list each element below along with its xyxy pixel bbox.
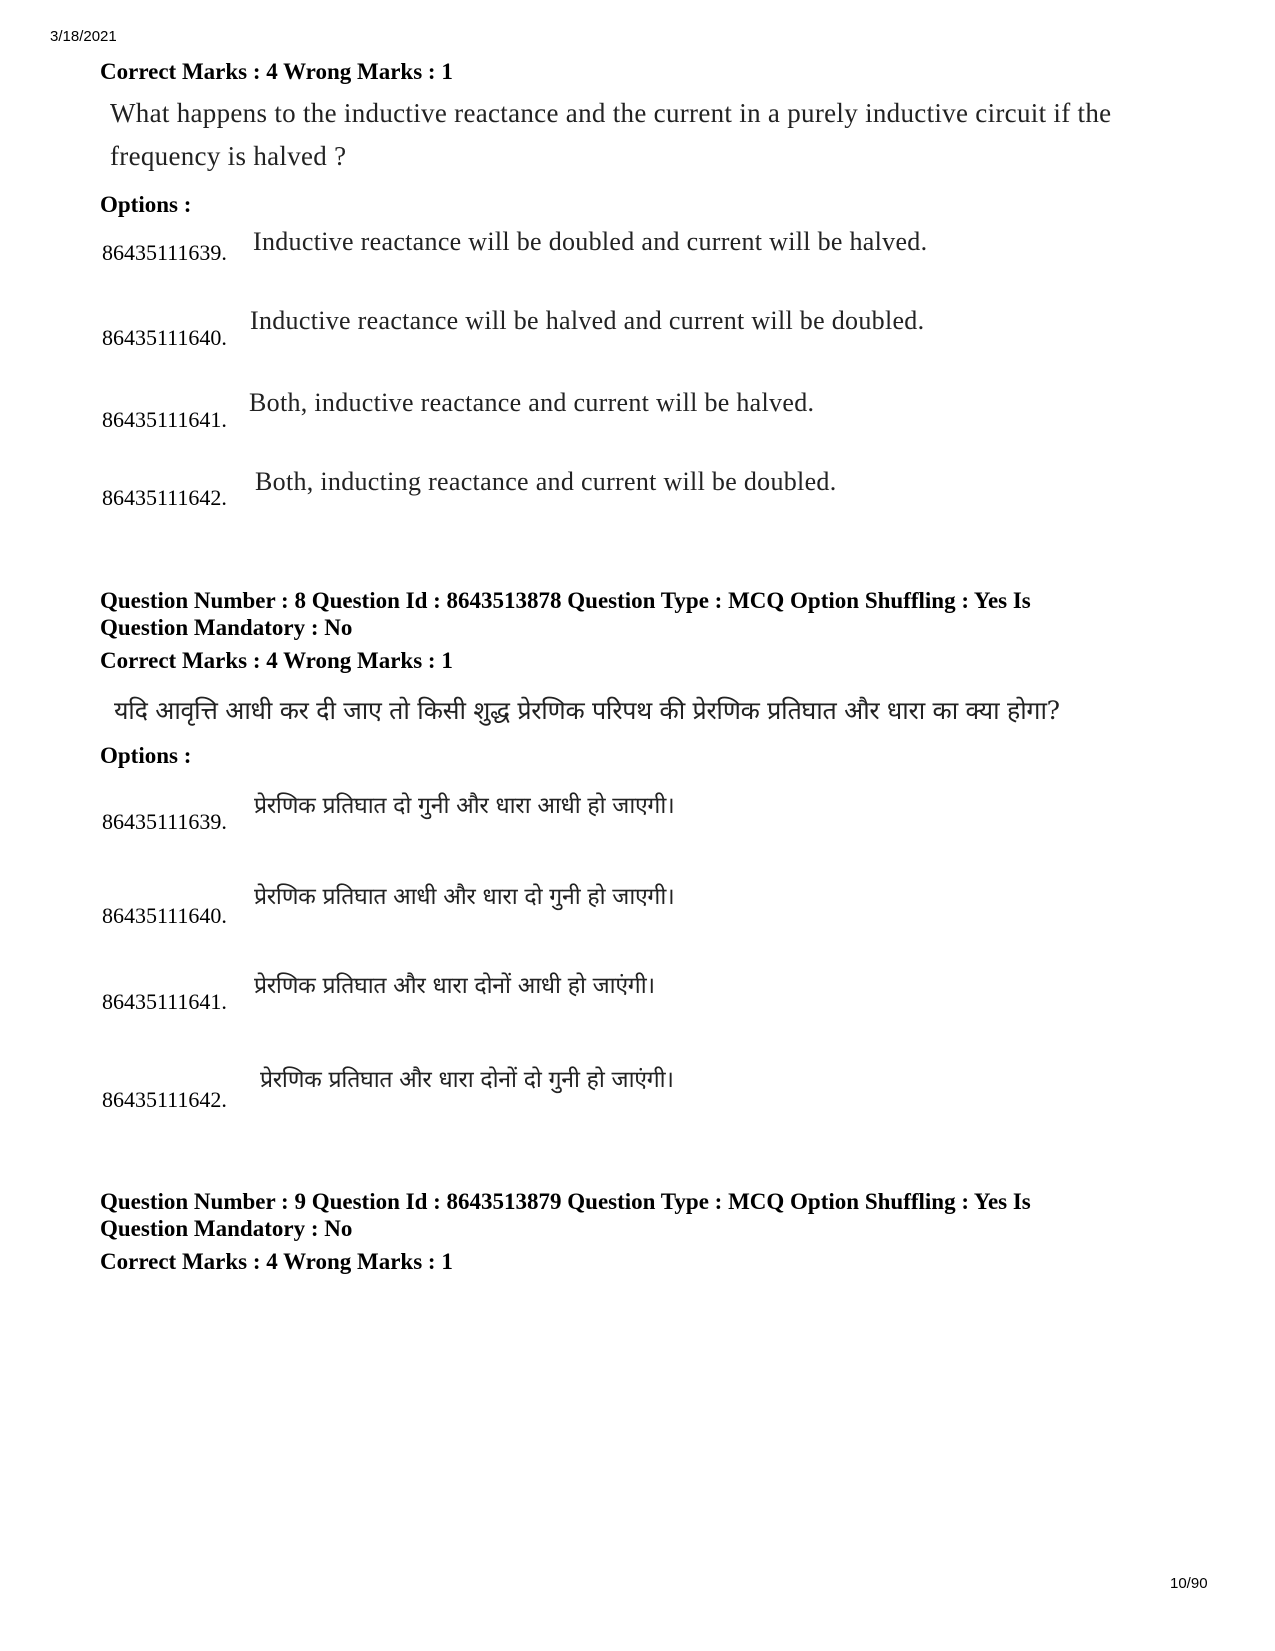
option-id: 86435111640. [102,903,227,928]
option-text: प्रेरणिक प्रतिघात और धारा दोनों दो गुनी हो जाएंगी। [260,1067,674,1093]
question-text: यदि आवृत्ति आधी कर दी जाए तो किसी शुद्ध प्रेरणिक परिपथ की प्रेरणिक प्रतिघात और धारा का क्या होगा? [114,696,1060,725]
question-meta-line2: Question Mandatory : No [100,1216,353,1241]
option-id: 86435111639. [102,240,227,265]
question-meta-line2: Question Mandatory : No [100,615,353,640]
marks-line: Correct Marks : 4 Wrong Marks : 1 [100,59,453,84]
option-text: Both, inductive reactance and current will be halved. [249,388,815,417]
option-text: प्रेरणिक प्रतिघात दो गुनी और धारा आधी हो जाएगी। [254,793,675,819]
print-date: 3/18/2021 [50,28,117,45]
question-meta-line1: Question Number : 8 Question Id : 8643513878 Question Type : MCQ Option Shuffling : Yes Is [100,588,1031,613]
question-text-line2: frequency is halved ? [110,141,347,171]
option-text: Both, inducting reactance and current will be doubled. [255,467,837,496]
option-text: प्रेरणिक प्रतिघात आधी और धारा दो गुनी हो जाएगी। [254,884,675,910]
option-id: 86435111641. [102,407,227,432]
marks-line: Correct Marks : 4 Wrong Marks : 1 [100,1249,453,1274]
option-text: Inductive reactance will be doubled and current will be halved. [253,227,928,256]
option-text: प्रेरणिक प्रतिघात और धारा दोनों आधी हो जाएंगी। [254,973,655,999]
option-id: 86435111641. [102,989,227,1014]
page-number: 10/90 [1170,1575,1208,1592]
question-meta-line1: Question Number : 9 Question Id : 8643513879 Question Type : MCQ Option Shuffling : Yes Is [100,1189,1031,1214]
marks-line: Correct Marks : 4 Wrong Marks : 1 [100,648,453,673]
option-id: 86435111640. [102,325,227,350]
options-label: Options : [100,743,192,768]
options-label: Options : [100,192,192,217]
option-id: 86435111639. [102,809,227,834]
question-text-line1: What happens to the inductive reactance and the current in a purely inductive circuit if the [110,98,1112,128]
option-id: 86435111642. [102,485,227,510]
option-text: Inductive reactance will be halved and current will be doubled. [250,306,925,335]
option-id: 86435111642. [102,1087,227,1112]
